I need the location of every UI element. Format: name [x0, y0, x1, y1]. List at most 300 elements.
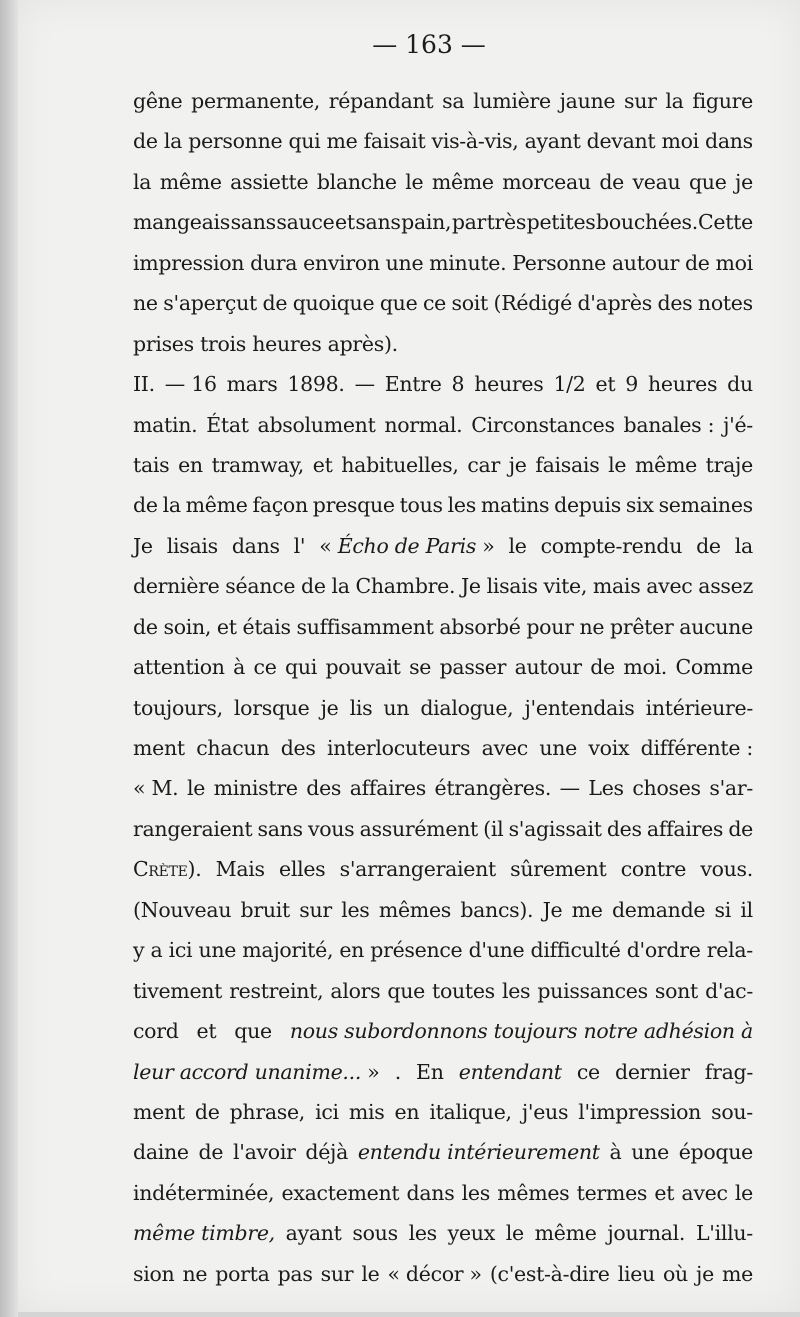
word: et — [335, 210, 355, 235]
word: de — [133, 614, 158, 639]
word: (c'est-à-dire — [489, 1261, 610, 1286]
word: chacun — [196, 736, 270, 760]
word: demande — [611, 897, 706, 922]
word: sauce — [276, 210, 335, 235]
word: de — [262, 291, 288, 316]
word: ce — [253, 655, 277, 680]
word: sans — [230, 210, 276, 235]
word: s'ar- — [709, 776, 753, 801]
word: morceau — [502, 169, 591, 194]
word: ayant — [524, 129, 581, 154]
word: heures — [647, 372, 718, 397]
word: la — [331, 574, 350, 599]
text-line — [133, 647, 753, 687]
word: autour — [611, 250, 680, 275]
word: 1898. — [287, 372, 345, 397]
word: tais — [133, 452, 170, 477]
text-line — [133, 485, 753, 525]
body-text — [133, 81, 753, 1294]
word: que — [234, 1019, 272, 1044]
word: la — [734, 533, 753, 558]
word: sion — [133, 1261, 175, 1286]
word: même — [185, 493, 248, 518]
word: voix — [588, 736, 630, 760]
word: le — [505, 1221, 524, 1246]
word: sans — [355, 210, 401, 235]
word: et — [312, 452, 333, 477]
word: « décor » — [387, 1261, 482, 1286]
word: II. — [133, 372, 155, 397]
word: de la personne — [133, 129, 283, 154]
word: (Rédigé — [493, 291, 572, 316]
text-line — [133, 405, 753, 445]
word: italique, — [429, 1099, 512, 1124]
word: l'avoir — [233, 1140, 296, 1165]
word: sur — [624, 89, 657, 113]
word: environ — [303, 250, 380, 275]
word: pouvait — [325, 655, 401, 680]
word: dura — [250, 250, 298, 275]
word: quoique — [292, 291, 375, 316]
word: impression — [133, 250, 245, 275]
word: ministre — [213, 776, 298, 801]
word: toutes — [432, 978, 495, 1003]
word: sou- — [711, 1099, 753, 1124]
word: de — [728, 816, 753, 841]
text-line — [133, 688, 753, 728]
word: même — [534, 1221, 597, 1246]
word: déjà — [305, 1140, 349, 1165]
word: mêmes — [497, 1180, 570, 1205]
word: très — [486, 210, 527, 235]
word: ici — [315, 1099, 339, 1124]
word: 8 — [451, 372, 465, 397]
word: que — [379, 291, 418, 316]
word: des — [306, 776, 342, 801]
word: un — [383, 695, 410, 720]
word: phrase, — [229, 1099, 306, 1124]
word: étrangères. — [434, 776, 552, 801]
word: sont — [654, 978, 698, 1003]
word: des — [280, 736, 316, 760]
word: sa — [442, 89, 465, 113]
word: une — [539, 736, 577, 760]
text-line — [133, 849, 753, 889]
word: elles — [278, 857, 326, 882]
word: et — [216, 614, 237, 639]
word: — 16 — [164, 372, 217, 397]
word: notes — [697, 291, 753, 316]
word: « M. — [133, 776, 179, 801]
word: lisais — [486, 574, 538, 599]
word: six — [625, 493, 654, 518]
word: je — [735, 169, 753, 194]
word: faisais — [535, 452, 600, 477]
word: dernier — [615, 1059, 690, 1084]
word: à — [233, 655, 246, 680]
word: je — [696, 1261, 714, 1286]
word: presque — [312, 493, 395, 518]
word: de — [696, 533, 721, 558]
word: En — [416, 1059, 444, 1084]
word: ce — [576, 1059, 600, 1084]
word: sur — [299, 897, 332, 922]
word: de — [133, 493, 158, 518]
word: même — [431, 169, 494, 194]
word: blanche — [316, 169, 397, 194]
word: habituelles, — [341, 452, 459, 477]
word: dans — [705, 129, 753, 154]
word: et — [196, 1019, 217, 1044]
word: veau — [632, 169, 681, 194]
word: d'une — [468, 938, 525, 963]
word: car — [467, 452, 500, 477]
word: minute. — [429, 250, 507, 275]
word: tramway, — [211, 452, 305, 477]
text-line — [133, 121, 753, 161]
word: rangeraient — [133, 816, 253, 841]
word: d'ac- — [705, 978, 753, 1003]
word: assez — [698, 574, 753, 599]
word: avec — [646, 574, 693, 599]
text-line — [133, 607, 753, 647]
word: dans — [406, 1180, 455, 1205]
word: Chambre. — [355, 574, 456, 599]
word: daine — [133, 1140, 189, 1165]
word: État — [206, 412, 249, 437]
word: assiette — [230, 169, 309, 194]
word: de — [599, 169, 624, 194]
word: différente : — [640, 736, 753, 760]
word: L'illu- — [695, 1221, 753, 1246]
word: bouchées.Cette — [596, 210, 753, 235]
word: lis — [349, 695, 373, 720]
word: alors — [330, 978, 381, 1003]
word: une — [631, 1140, 669, 1165]
word: contre — [620, 857, 687, 882]
word: vite, — [543, 574, 588, 599]
word: ne — [579, 614, 605, 639]
text-line — [133, 566, 753, 606]
word: depuis — [554, 493, 621, 518]
word: le — [405, 169, 424, 194]
word: de — [301, 574, 326, 599]
word: me — [571, 897, 603, 922]
word: qui — [288, 129, 321, 154]
word: leur accord unanime... » — [133, 1059, 380, 1084]
word: j'é- — [723, 412, 753, 437]
word: porta — [215, 1261, 270, 1286]
word: époque — [678, 1140, 753, 1165]
word: prises trois heures après). — [133, 331, 398, 356]
text-line — [133, 162, 753, 202]
word: le — [608, 452, 627, 477]
text-line — [133, 1213, 753, 1253]
word: choses — [632, 776, 701, 801]
text-line — [133, 1132, 753, 1172]
word: aucune — [679, 614, 753, 639]
word: sous — [352, 1221, 398, 1246]
word: des — [657, 291, 693, 316]
word: l' — [293, 533, 306, 558]
word: mars — [226, 372, 278, 397]
text-line — [133, 930, 753, 970]
text-line — [133, 809, 753, 849]
word: en — [178, 452, 203, 477]
word: même — [159, 169, 222, 194]
word: toujours, — [133, 695, 223, 720]
word: sur — [320, 1261, 354, 1286]
word: suffisamment — [296, 614, 434, 639]
word: des — [606, 816, 642, 841]
text-line — [133, 768, 753, 808]
word: de — [198, 1140, 224, 1165]
text-line — [133, 1052, 753, 1092]
text-line — [133, 445, 753, 485]
word: — — [559, 776, 580, 801]
word: Entre — [384, 372, 442, 397]
word: Les — [588, 776, 624, 801]
word: Personne — [512, 250, 607, 275]
word: absolument — [257, 412, 376, 437]
word: cord — [133, 1019, 179, 1044]
word: vous. — [700, 857, 753, 882]
word: le — [186, 776, 206, 801]
word: la — [665, 89, 684, 113]
word: dialogue, — [420, 695, 514, 720]
word: Crète). — [133, 857, 202, 882]
word: . — [394, 1059, 401, 1084]
word: dernière — [133, 574, 220, 599]
word: mis — [348, 1099, 385, 1124]
word: mangeais — [133, 210, 231, 235]
word: exactement — [281, 1180, 400, 1205]
text-line — [133, 81, 753, 121]
word: ne — [133, 291, 158, 316]
text-line — [133, 202, 753, 242]
word: si — [714, 897, 732, 922]
word: heures — [474, 372, 544, 397]
word: rela- — [706, 938, 753, 963]
word: ayant — [285, 1221, 342, 1246]
word: les — [447, 493, 476, 518]
word: vous — [307, 816, 355, 841]
word: se — [409, 655, 432, 680]
word: compte-rendu — [540, 533, 683, 558]
word: absorbé — [439, 614, 521, 639]
word: jaune — [559, 89, 616, 113]
word: façon — [252, 493, 308, 518]
word: sans — [257, 816, 303, 841]
word: Je — [461, 574, 481, 599]
word: avec — [681, 1180, 728, 1205]
word: ment — [133, 1099, 185, 1124]
word: la — [162, 493, 181, 518]
word: y — [133, 938, 145, 963]
word: prêter — [610, 614, 674, 639]
text-line — [133, 890, 753, 930]
word: tivement — [133, 978, 223, 1003]
word: affaires — [646, 816, 724, 841]
word: puissances — [537, 978, 648, 1003]
word: je — [508, 452, 527, 477]
text-line — [133, 1011, 753, 1051]
word: permanente, — [191, 89, 321, 113]
word: les — [461, 1180, 490, 1205]
word: (il — [483, 816, 504, 841]
word: d'ordre — [626, 938, 701, 963]
word: j'entendais — [524, 695, 635, 720]
word: me — [721, 1261, 753, 1286]
word: petites — [526, 210, 596, 235]
word: ici — [168, 938, 193, 963]
word: et — [654, 1180, 675, 1205]
text-line — [133, 1092, 753, 1132]
word: termes — [576, 1180, 648, 1205]
word: avec — [481, 736, 528, 760]
word: l'impression — [578, 1099, 702, 1124]
word: bruit — [240, 897, 290, 922]
word: lumière — [473, 89, 551, 113]
word: séance — [225, 574, 296, 599]
word: banales : — [623, 412, 715, 437]
word: à — [609, 1140, 622, 1165]
word: moi. — [623, 655, 667, 680]
word: les — [341, 897, 370, 922]
word: tous — [399, 493, 443, 518]
word: ne — [182, 1261, 208, 1286]
word: assurément — [359, 816, 478, 841]
word: indéterminée, — [133, 1180, 275, 1205]
word: entendu intérieurement — [357, 1140, 600, 1165]
word: de — [590, 655, 615, 680]
word: mêmes — [378, 897, 451, 922]
word: même — [634, 452, 697, 477]
word: faisait — [363, 129, 426, 154]
word: entendant — [458, 1059, 562, 1084]
word: normal. — [384, 412, 463, 437]
word: et — [595, 372, 616, 397]
word: ment — [133, 736, 185, 760]
word: étais — [242, 614, 291, 639]
word: Comme — [675, 655, 753, 680]
word: pain, — [401, 210, 452, 235]
word: les — [501, 978, 531, 1003]
word: majorité, — [242, 938, 334, 963]
text-line — [133, 526, 753, 566]
word: une — [385, 250, 424, 275]
word: d'après — [577, 291, 652, 316]
word: « Écho de Paris » — [319, 533, 495, 558]
text-line — [133, 364, 753, 404]
word: yeux — [447, 1221, 495, 1246]
word: s'arrangeraient — [339, 857, 496, 882]
word: journal. — [607, 1221, 686, 1246]
word: moi — [715, 250, 753, 275]
word: qui — [285, 655, 317, 680]
word: devant — [586, 129, 656, 154]
word: présence — [370, 938, 463, 963]
text-line — [133, 971, 753, 1011]
text-line — [133, 728, 753, 768]
word: sûrement — [510, 857, 607, 882]
word: où — [663, 1261, 688, 1286]
word: bancs). — [460, 897, 534, 922]
word: lorsque — [233, 695, 310, 720]
word: intérieure- — [645, 695, 753, 720]
word: lieu — [617, 1261, 655, 1286]
text-line — [133, 1173, 753, 1213]
text-line — [133, 324, 753, 364]
page-edge — [0, 0, 18, 1317]
word: ce — [422, 291, 446, 316]
word: de — [194, 1099, 220, 1124]
word: pas — [277, 1261, 313, 1286]
word: mais — [592, 574, 641, 599]
word: répandant — [328, 89, 434, 113]
word: — — [354, 372, 375, 397]
text-line — [133, 1254, 753, 1294]
text-line — [133, 283, 753, 323]
word: me — [326, 129, 358, 154]
word: le — [734, 1180, 753, 1205]
word: que — [387, 978, 425, 1003]
word: interlocuteurs — [327, 736, 471, 760]
word: frag- — [704, 1059, 753, 1084]
word: passer — [439, 655, 507, 680]
word: matin. — [133, 412, 198, 437]
word: le — [361, 1261, 380, 1286]
word: Mais — [215, 857, 265, 882]
word: du — [727, 372, 753, 397]
text-line — [133, 243, 753, 283]
word: s'agissait — [508, 816, 602, 841]
word: restreint, — [229, 978, 324, 1003]
word: 9 — [625, 372, 638, 397]
word: Je — [542, 897, 563, 922]
word: il — [740, 897, 753, 922]
word: les — [408, 1221, 437, 1246]
word: pour — [526, 614, 574, 639]
word: de — [684, 250, 710, 275]
word: nous subordonnons toujours notre adhésion à — [289, 1019, 753, 1044]
word: 1/2 — [553, 372, 586, 397]
word: difficulté — [530, 938, 621, 963]
word: vis-à-vis, — [431, 129, 519, 154]
word: affaires — [349, 776, 426, 801]
word: que — [688, 169, 727, 194]
word: matins — [480, 493, 550, 518]
word: moi — [661, 129, 699, 154]
word: la — [133, 169, 152, 194]
word: a — [150, 938, 163, 963]
page-number: — 163 — — [372, 30, 486, 59]
word: gêne — [133, 89, 183, 113]
word: lisais — [166, 533, 218, 558]
word: même timbre, — [133, 1221, 275, 1246]
word: dans — [231, 533, 280, 558]
word: figure — [692, 89, 753, 113]
word: (Nouveau — [133, 897, 232, 922]
word: semaines — [658, 493, 753, 518]
word: je — [320, 695, 339, 720]
word: s'aperçut — [163, 291, 257, 316]
word: autour — [514, 655, 582, 680]
word: j'eus — [521, 1099, 569, 1124]
word: le — [508, 533, 527, 558]
word: par — [451, 210, 487, 235]
word: en — [339, 938, 365, 963]
